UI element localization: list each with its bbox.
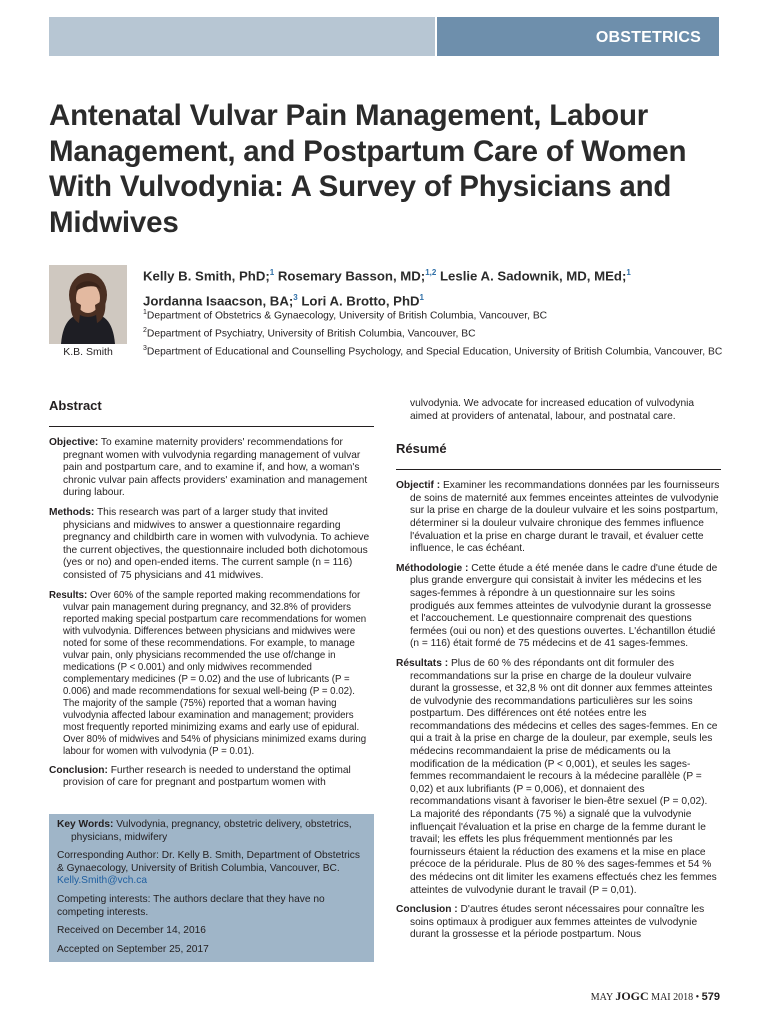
author-affil-sup: 3 [293,293,298,303]
author-email-link[interactable]: Kelly.Smith@vch.ca [57,875,147,887]
objectif-text: Examiner les recommandations données par les fournisseurs de soins de maternité aux femmes enceintes atteintes de vulvodynie sur la prise en charge de la douleur vulvaire et les soins postpartum, déterminer si la douleur vulvaire chronique des femmes influence l'évaluation et la prise en charge durant le travail, et évaluer cette influence, le cas échéant. [410,480,720,555]
conclusion-fr-text: D'autres études seront nécessaires pour connaître les soins optimaux à prodiguer aux femmes atteintes de vulvodynie durant la grossesse et la période postpartum. Nous [410,904,705,941]
objective-text: To examine maternity providers' recommendations for pregnant women with vulvodynia regarding management of vulvar pain and postpartum care, and to examine if, and how, a woman's chronic vulvar pain affects providers' examination and management during labour. [63,437,368,499]
affiliation-text: Department of Psychiatry, University of British Columbia, Vancouver, BC [146,328,476,340]
resume-conclusion [396,904,721,942]
author-affil-sup: 1 [269,268,275,277]
conclusion-text: Further research is needed to understand the optimal provision of care for pregnant and postpartum women with [63,764,351,789]
section-label: OBSTETRICS [437,17,719,56]
photo-caption: K.B. Smith [63,346,113,358]
author-affil-sup: 1 [626,268,631,277]
footer-month-fr: MAI 2018 [651,992,694,1003]
resume-objectif [396,480,721,556]
author-affil-sup: 1 [419,293,424,303]
author-photo-portrait [49,265,127,344]
keywords-text: Vulvodynia, pregnancy, obstetric delivery, obstetrics, physicians, midwifery [71,819,352,843]
abstract-heading: Abstract [49,398,102,413]
keywords-label: Key Words: [57,819,114,830]
keywords-line [57,819,366,844]
author-name: Kelly B. Smith, PhD; [143,268,270,284]
resume-resultats [396,658,721,897]
author-name: Rosemary Basson, MD; [277,268,426,284]
affiliation-sup: 2 [143,327,147,334]
abstract-conclusion-continued: vulvodynia. We advocate for increased education of vulvodynia aimed at providers of antenatal, labour, and postnatal care. [410,398,695,422]
conclusion-label: Conclusion: [49,764,108,776]
author-name: Lori A. Brotto, PhD [301,293,420,309]
methodologie-label: Méthodologie : [396,562,469,574]
abstract-results [49,590,374,758]
author-photo [49,265,127,344]
abstract-methods [49,507,374,583]
methodologie-text: Cette étude a été menée dans le cadre d'une étude de plus grande envergure qui consistait à inviter les médecins et les sages-femmes à répondre à un questionnaire sur les soins prodigués aux femmes atteintes de vulvodynie durant la grossesse et l'accouchement. Le questionnaire comprenait des questions fermées (oui ou non) et des questions ouvertes. L'échantillon étudié (n = 116) était formé de 75 médecins et de 41 sages-femmes. [410,562,718,650]
competing-interests: Competing interests: The authors declare that they have no competing interests. [57,893,325,918]
abstract-objective [49,437,374,500]
resume-methodologie [396,563,721,651]
abstract-rule [49,426,374,427]
results-text: Over 60% of the sample reported making recommendations for vulvar pain management during pregnancy, and 32.8% of providers reported making special postpartum care recommendations for women with vulvodynia. Differences between physicians and midwives were noted for some of these recommendations. For example, to manage vulvar pain, only physicians recommended the use of/change in medications (P < 0.001) and only midwives recommended complementary medicines (P = 0.02) and the use of lubricants (P = 0.006) and made recommendations for sexual well-being (P = 0.02). The majority of the sample (75%) reported that a woman having vulvodynia affected labour examination and management; providers most frequently reported minimizing exams and early use of epidural. Over 80% of midwives and 54% of physicians minimized exams during labour for women with vulvodynia (P = 0.01). [63,589,367,757]
objective-label: Objective: [49,437,99,448]
author-name: Leslie A. Sadownik, MD, MEd; [440,268,627,284]
author-name: Jordanna Isaacson, BA; [143,293,294,309]
affiliation-3 [143,339,733,361]
affiliation-text: Department of Obstetrics & Gynaecology, University of British Columbia, Vancouver, BC [146,310,548,322]
methods-label: Methods: [49,506,95,518]
footer-month-en: MAY [590,992,613,1003]
footer-separator: • [695,992,700,1003]
corresponding-text: Corresponding Author: Dr. Kelly B. Smith, Department of Obstetrics & Gynaecology, University of British Columbia, Vancouver, BC. [57,850,360,874]
resume-rule [396,469,721,470]
resume-heading: Résumé [396,441,447,457]
journal-name: JOGC [615,989,649,1003]
results-label: Results: [49,589,88,601]
received-date: Received on December 14, 2016 [57,925,206,937]
accepted-date: Accepted on September 25, 2017 [57,943,209,955]
resultats-text: Plus de 60 % des répondants ont dit formuler des recommandations sur la prise en charge de la douleur vulvaire durant la grossesse, et 32,8 % ont dit donner aux femmes atteintes de vulvodynie des recommandations particulières sur les soins postpartum. Des différences ont été notées entre les recommandations des médecins et celles des sages-femmes. En ce qui a trait à la prise en charge de la douleur, par exemple, seuls les médecins recommandaient la prise de médicaments ou la modification de la médication (P < 0,001), et seules les sages-femmes recommandaient le recours à la médecine parallèle (P = 0,02) et aux lubrifiants (P = 0,006), et donnaient des recommandations visant à favoriser le bien-être sexuel (P = 0,02). La majorité des répondants (75 %) a signalé que la vulvodynie influençait l'évaluation et la prise en charge de la femme durant le travail; les effets les plus fréquemment mentionnés par les fournisseurs étaient la réduction des examens et la mise en place précoce de la péridurale. Plus de 80 % des sages-femmes et 54 % des médecins ont dit limiter les examens effectués chez les femmes atteintes de vulvodynie durant le travail (P = 0,01). [410,657,718,896]
objectif-label: Objectif : [396,480,441,492]
page-footer [560,989,720,1004]
section-header-bar [49,17,719,56]
resume-column [396,398,721,949]
page-number: 579 [701,991,720,1003]
conclusion-fr-label: Conclusion : [396,904,458,916]
affiliation-text: Department of Educational and Counselling Psychology, and Special Education, University of British Columbia, Vancouver, BC [146,346,723,358]
keywords-box [49,814,374,962]
affiliation-sup: 3 [143,345,147,352]
affiliation-sup: 1 [143,309,147,316]
author-affil-sup: 1,2 [425,268,437,277]
resultats-label: Résultats : [396,657,449,669]
corresponding-author [57,850,366,888]
abstract-conclusion [49,765,374,790]
abstract-column [49,398,374,797]
methods-text: This research was part of a larger study that invited physicians and midwives to answer a questionnaire regarding pregnancy and childbirth care in women with vulvodynia. To achieve the current objectives, the questionnaire included both dichotomous (yes or no) and open-ended items. The current sample (n = 116) consisted of 75 physicians and 41 midwives. [63,506,370,581]
article-title: Antenatal Vulvar Pain Management, Labour Management, and Postpartum Care of Women With Vulvodynia: A Survey of Physicians and Midwives [49,99,687,239]
